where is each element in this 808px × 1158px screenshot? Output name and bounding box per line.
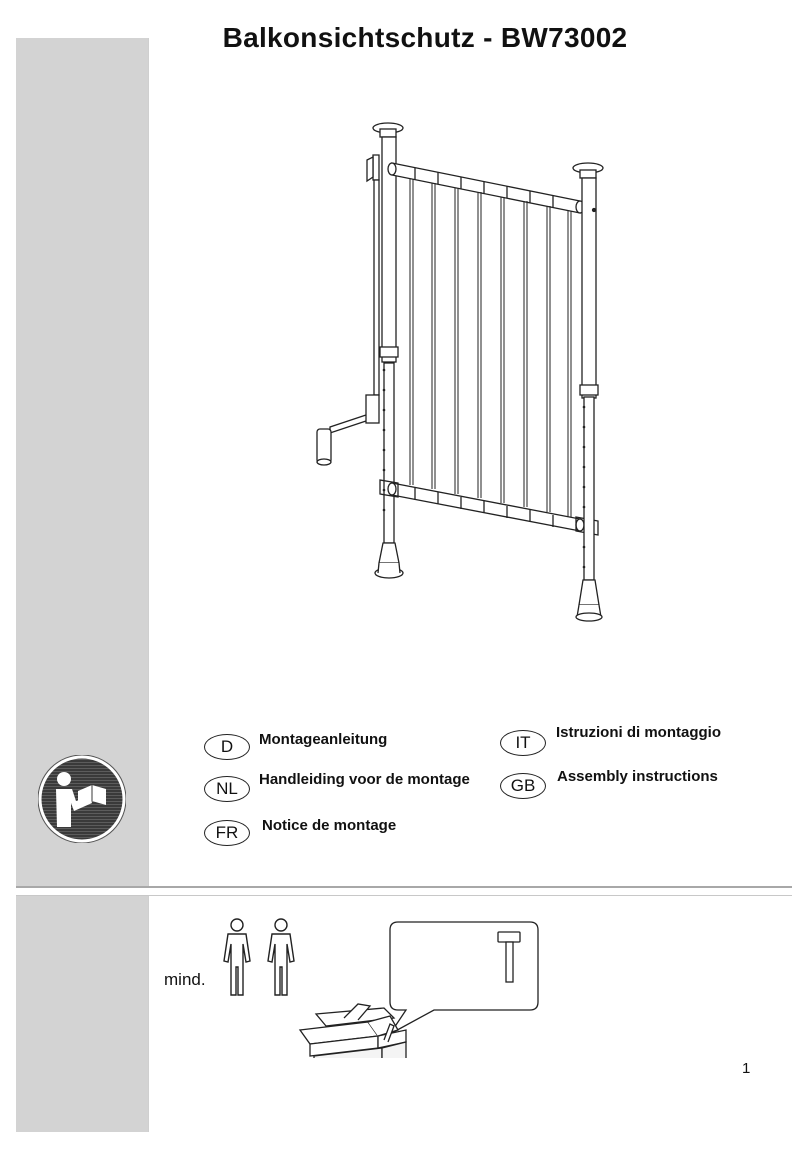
min-persons-label: mind. [164, 970, 206, 989]
sidebar-border-top [148, 38, 149, 886]
lang-code-fr: FR [204, 820, 250, 846]
lang-label-nl: Handleiding voor de montage [259, 771, 470, 788]
sidebar-border-bottom [148, 896, 149, 1132]
sidebar-bottom [16, 896, 148, 1132]
lang-label-d: Montageanleitung [259, 731, 388, 748]
page-title: Balkonsichtschutz - BW73002 [222, 22, 628, 53]
read-manual-icon [38, 755, 126, 843]
page-number: 1 [742, 1060, 751, 1077]
lang-label-gb: Assembly instructions [557, 768, 718, 785]
lang-label-it: Istruzioni di montaggio [556, 724, 721, 741]
lang-code-d: D [204, 734, 250, 760]
lang-code-it: IT [500, 730, 546, 756]
lang-code-gb: GB [500, 773, 546, 799]
toolbox-icon [298, 918, 548, 1058]
lang-label-fr: Notice de montage [262, 817, 397, 834]
two-persons-icon [218, 917, 300, 999]
product-illustration [300, 115, 630, 635]
lang-code-nl: NL [204, 776, 250, 802]
section-divider [16, 886, 792, 896]
